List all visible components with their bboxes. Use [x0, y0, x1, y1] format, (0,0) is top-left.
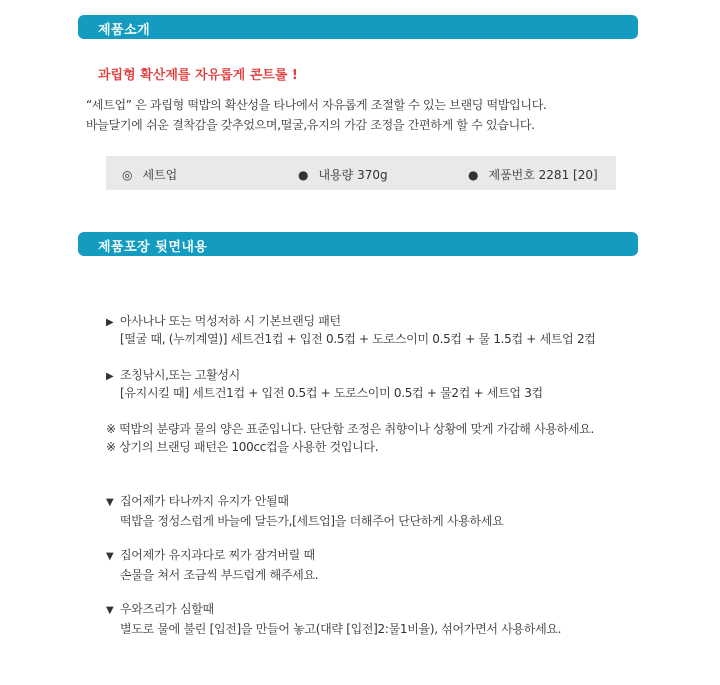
section-title: 제품소개: [98, 23, 151, 38]
note: ※ 상기의 브랜딩 패턴은 100cc컵을 사용한 것입니다.: [106, 440, 379, 454]
tip-detail: 손물을 쳐서 조금씩 부드럽게 해주세요.: [120, 568, 319, 582]
bullet-icon: ●: [468, 168, 479, 182]
down-triangle-icon: ▼: [106, 551, 114, 562]
description-line: “세트업” 은 과립형 떡밥의 확산성을 타나에서 자유롭게 조절할 수 있는 브랜딩 떡밥입니다.: [86, 98, 547, 112]
section-header-product-intro: [78, 15, 638, 39]
section-title: 제품포장 뒷면내용: [98, 240, 208, 255]
note: ※ 떡밥의 분량과 물의 양은 표준입니다. 단단함 조정은 취향이나 상황에 맞게 가감해 사용하세요.: [106, 422, 595, 436]
spec-box: [106, 156, 616, 190]
down-triangle-icon: ▼: [106, 497, 114, 508]
spec-item-weight: [298, 166, 388, 183]
spec-item-product-number: [468, 166, 598, 183]
tip-title: ▼ 집어제가 타나까지 유지가 안될때: [106, 494, 289, 508]
recipe-title: ▶ 조칭낚시,또는 고활성시: [106, 368, 240, 382]
description-line: 바늘달기에 쉬운 결착감을 갖추었으며,떨굴,유지의 가감 조정을 간편하게 할 수 있습니다.: [86, 118, 535, 132]
headline: 과립형 확산제를 자유롭게 콘트롤 !: [98, 68, 298, 83]
bullet-icon: ●: [298, 168, 309, 182]
spec-text: 내용량 370g: [318, 168, 388, 182]
recipe-title: ▶ 아사나나 또는 먹성저하 시 기본브랜딩 패턴: [106, 314, 341, 328]
tip-title: ▼ 우와즈리가 심할때: [106, 602, 214, 616]
recipe-detail: [유지시킬 때] 세트건1컵 + 입전 0.5컵 + 도로스이미 0.5컵 + 물2컵 + 세트업 3컵: [120, 386, 543, 400]
section-header-package-back: [78, 232, 638, 256]
right-triangle-icon: ▶: [106, 317, 114, 328]
tip-title: ▼ 집어제가 유지과다로 찌가 잠겨버릴 때: [106, 548, 315, 562]
down-triangle-icon: ▼: [106, 605, 114, 616]
tip-detail: 별도로 물에 불린 [입전]을 만들어 놓고(대략 [입전]2:물1비율), 섞어가면서 사용하세요.: [120, 622, 562, 636]
spec-item-name: [122, 166, 177, 183]
spec-text: 세트업: [142, 168, 178, 182]
double-circle-icon: ◎: [122, 168, 133, 182]
spec-text: 제품번호 2281 [20]: [488, 168, 598, 182]
tip-detail: 떡밥을 정성스럽게 바늘에 달든가,[세트업]을 더해주어 단단하게 사용하세요: [120, 514, 504, 528]
recipe-detail: [떨굴 때, (누끼계열)] 세트건1컵 + 입전 0.5컵 + 도로스이미 0.5컵 + 물 1.5컵 + 세트업 2컵: [120, 332, 596, 346]
right-triangle-icon: ▶: [106, 371, 114, 382]
